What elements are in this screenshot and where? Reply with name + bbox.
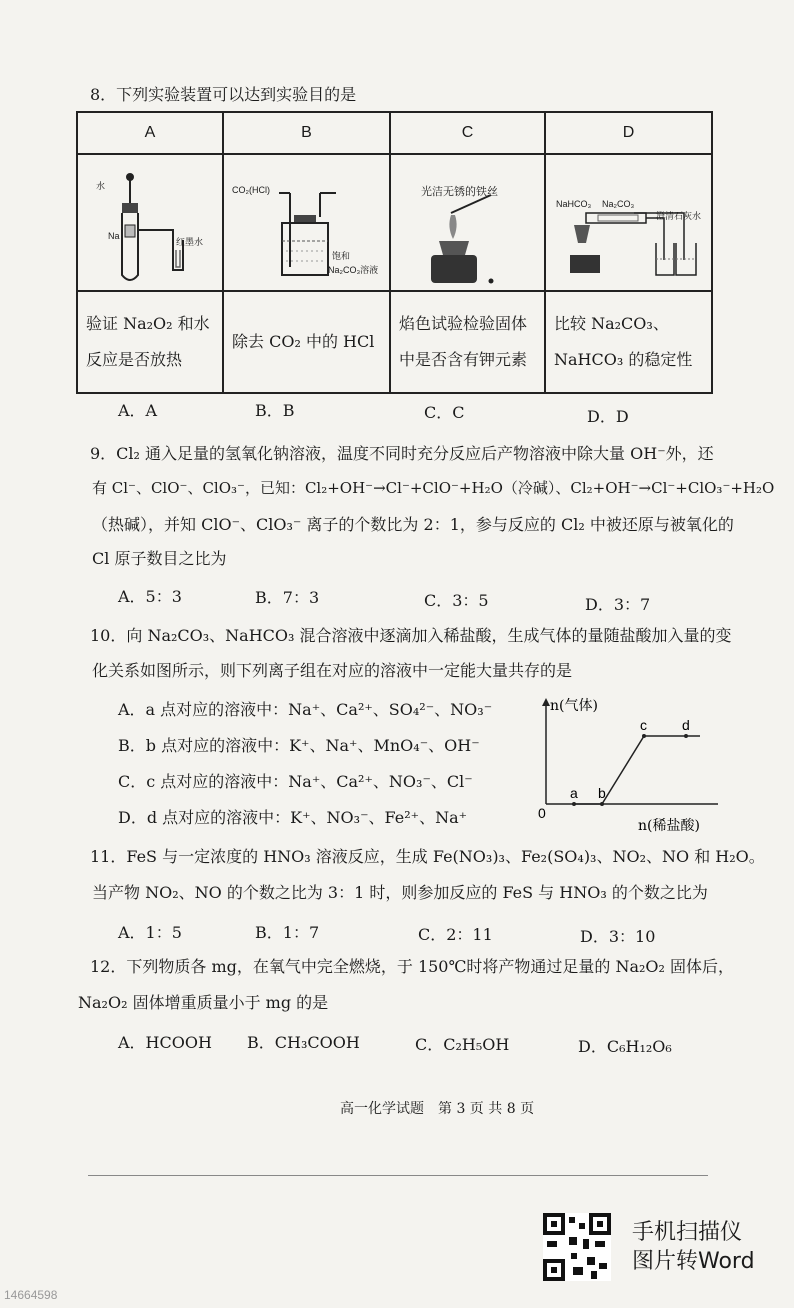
apparatus-d xyxy=(545,154,712,291)
q11-option-a[interactable]: A．1：5 xyxy=(118,923,182,942)
q10-option-d[interactable]: D．d 点对应的溶液中：K⁺、NO₃⁻、Fe²⁺、Na⁺ xyxy=(118,808,468,827)
q11-line-1: 11．FeS 与一定浓度的 HNO₃ 溶液反应，生成 Fe(NO₃)₃、Fe₂(SO₄)₃、NO₂、NO 和 H₂O。 xyxy=(90,847,765,866)
desc-d: 比较 Na₂CO₃、 NaHCO₃ 的稳定性 xyxy=(545,291,712,393)
desc-a: 验证 Na₂O₂ 和水 反应是否放热 xyxy=(77,291,223,393)
label-na2co3-solution: Na₂CO₃溶液 xyxy=(328,265,379,275)
footer-divider xyxy=(88,1175,708,1176)
q10-option-b[interactable]: B．b 点对应的溶液中：K⁺、Na⁺、MnO₄⁻、OH⁻ xyxy=(118,736,480,755)
q12-option-d[interactable]: D．C₆H₁₂O₆ xyxy=(578,1037,672,1056)
watermark-text: 手机扫描仪 图片转Word xyxy=(632,1220,755,1274)
graph-point-label-c: c xyxy=(640,717,647,733)
q9-line-1: 9．Cl₂ 通入足量的氢氧化钠溶液，温度不同时充分反应后产物溶液中除大量 OH⁻外，还 xyxy=(90,444,714,463)
document-id: 14664598 xyxy=(4,1288,58,1302)
q10-line-1: 10．向 Na₂CO₃、NaHCO₃ 混合溶液中逐滴加入稀盐酸，生成气体的量随盐酸加入量的变 xyxy=(90,626,732,645)
test-tube-apparatus-icon xyxy=(78,155,222,288)
apparatus-c xyxy=(390,154,545,291)
q11-option-c[interactable]: C．2：11 xyxy=(418,925,493,944)
q8-option-d[interactable]: D．D xyxy=(587,407,629,426)
header-b: B xyxy=(223,112,390,154)
q9-line-3: （热碱），并知 ClO⁻、ClO₃⁻ 离子的个数比为 2：1，参与反应的 Cl₂ 中被还原与被氧化的 xyxy=(92,515,734,534)
label-iron-wire: 光洁无锈的铁丝 xyxy=(421,186,498,198)
q9-line-2: 有 Cl⁻、ClO⁻、ClO₃⁻，已知：Cl₂+OH⁻→Cl⁻+ClO⁻+H₂O（冷碱）、Cl₂+OH⁻→Cl⁻+ClO₃⁻+H₂O xyxy=(92,479,775,497)
graph-line xyxy=(574,736,700,804)
q8-option-b[interactable]: B．B xyxy=(255,401,295,420)
graph-point-b xyxy=(600,802,604,806)
experiment-table xyxy=(76,111,713,394)
graph-point-c xyxy=(642,734,646,738)
qr-code-icon xyxy=(543,1213,611,1281)
q12-option-a[interactable]: A．HCOOH xyxy=(118,1033,212,1052)
q9-option-c[interactable]: C．3：5 xyxy=(424,591,489,610)
graph-point-d xyxy=(684,734,688,738)
graph-origin: 0 xyxy=(538,805,546,821)
graph-point-label-b: b xyxy=(598,785,606,801)
q9-line-4: Cl 原子数目之比为 xyxy=(92,549,227,568)
graph-point-label-d: d xyxy=(682,717,690,733)
label-limewater: 澄清石灰水 xyxy=(656,211,702,221)
header-d: D xyxy=(545,112,712,154)
label-nahco3: NaHCO₃ xyxy=(556,199,592,209)
q10-option-c[interactable]: C．c 点对应的溶液中：Na⁺、Ca²⁺、NO₃⁻、Cl⁻ xyxy=(118,772,473,791)
q8-stem: 8．下列实验装置可以达到实验目的是 xyxy=(90,85,357,104)
label-water: 水 xyxy=(96,181,106,191)
apparatus-b xyxy=(223,154,390,291)
gas-vs-acid-graph xyxy=(528,692,728,834)
graph-x-label: n(稀盐酸) xyxy=(638,818,700,834)
label-co2-hcl: CO₂(HCl) xyxy=(232,185,270,195)
header-a: A xyxy=(77,112,223,154)
label-na2co3: Na₂CO₃ xyxy=(602,199,635,209)
q8-option-c[interactable]: C．C xyxy=(424,403,465,422)
label-red-ink: 红墨水 xyxy=(176,237,204,247)
q9-option-a[interactable]: A．5：3 xyxy=(118,587,182,606)
q8-option-a[interactable]: A．A xyxy=(118,401,158,420)
desc-b: 除去 CO₂ 中的 HCl xyxy=(223,291,390,393)
label-na: Na xyxy=(108,231,120,241)
q9-option-b[interactable]: B．7：3 xyxy=(255,588,320,607)
q11-option-d[interactable]: D．3：10 xyxy=(580,927,656,946)
q12-line-1: 12．下列物质各 mg，在氧气中完全燃烧，于 150℃时将产物通过足量的 Na₂O₂ 固体后， xyxy=(90,957,735,976)
q10-line-2: 化关系如图所示，则下列离子组在对应的溶液中一定能大量共存的是 xyxy=(92,661,573,680)
desc-c: 焰色试验检验固体 中是否含有钾元素 xyxy=(390,291,545,393)
q12-option-c[interactable]: C．C₂H₅OH xyxy=(415,1035,510,1054)
q10-option-a[interactable]: A．a 点对应的溶液中：Na⁺、Ca²⁺、SO₄²⁻、NO₃⁻ xyxy=(118,700,493,719)
q9-option-d[interactable]: D．3：7 xyxy=(585,595,651,614)
graph-y-arrow xyxy=(542,698,550,706)
graph-y-label: n(气体) xyxy=(550,698,598,714)
apparatus-a xyxy=(77,154,223,291)
graph-point-a xyxy=(572,802,576,806)
header-c: C xyxy=(390,112,545,154)
q11-option-b[interactable]: B．1：7 xyxy=(255,923,320,942)
graph-point-label-a: a xyxy=(570,785,578,801)
label-saturated: 饱和 xyxy=(332,251,351,261)
page-footer: 高一化学试题 第 3 页 共 8 页 xyxy=(340,1101,535,1117)
q12-line-2: Na₂O₂ 固体增重质量小于 mg 的是 xyxy=(78,993,329,1012)
q11-line-2: 当产物 NO₂、NO 的个数之比为 3：1 时，则参加反应的 FeS 与 HNO₃ 的个数之比为 xyxy=(92,883,708,902)
flame-test-icon xyxy=(391,155,544,288)
q12-option-b[interactable]: B．CH₃COOH xyxy=(247,1033,360,1052)
